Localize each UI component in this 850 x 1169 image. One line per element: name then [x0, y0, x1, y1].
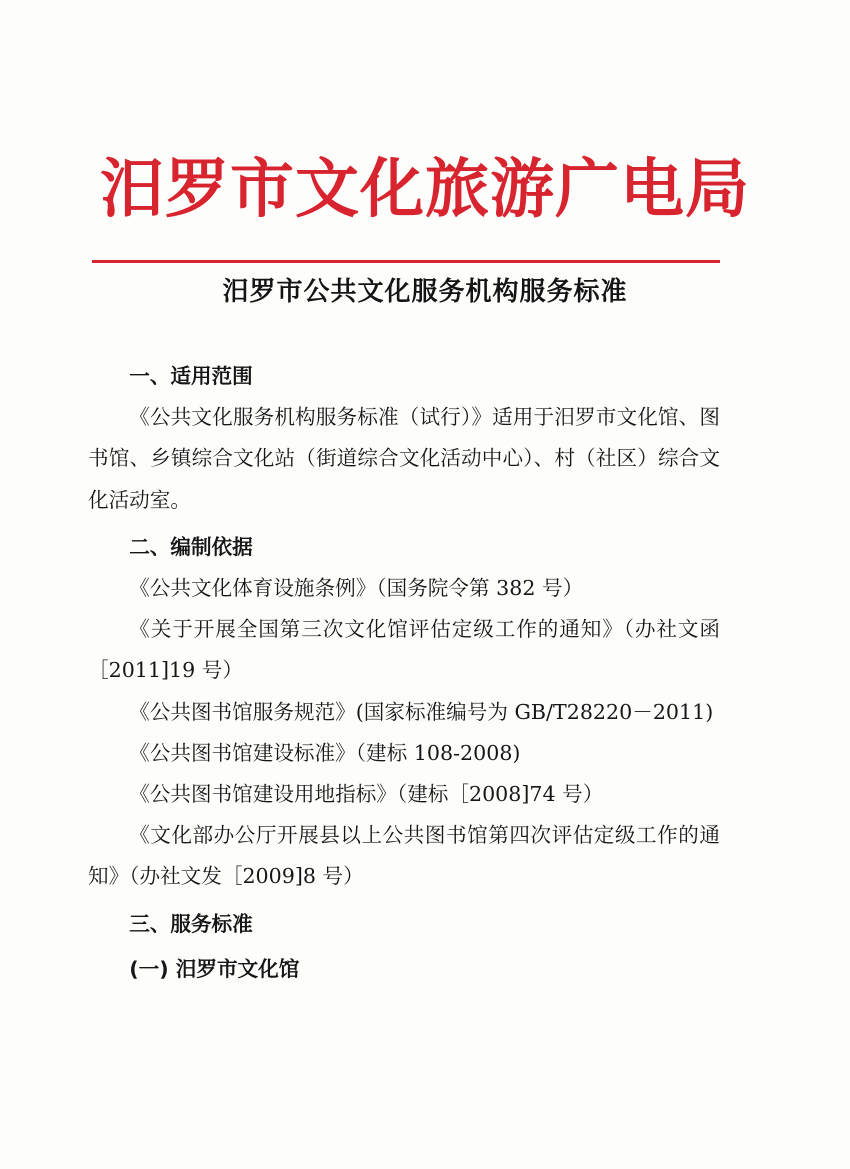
basis-item: 《文化部办公厅开展县以上公共图书馆第四次评估定级工作的通知》（办社文发［2009]8 号）	[88, 823, 720, 889]
scope-paragraph: 《公共文化服务机构服务标准（试行）》适用于汨罗市文化馆、图书馆、乡镇综合文化站（街道综合文化活动中心）、村（社区）综合文化活动室。	[88, 405, 720, 512]
subsection-heading-cultural-center: (一) 汨罗市文化馆	[129, 956, 300, 981]
basis-item: 《公共图书馆服务规范》(国家标准编号为 GB/T28220－2011)	[129, 699, 714, 724]
section-heading-standards: 三、服务标准	[129, 911, 253, 936]
issuing-authority-header: 汨罗市文化旅游广电局	[100, 152, 750, 227]
basis-item: 《公共文化体育设施条例》（国务院令第 382 号）	[129, 576, 584, 601]
basis-item: 《关于开展全国第三次文化馆评估定级工作的通知》（办社文函［2011]19 号）	[88, 617, 720, 683]
basis-item: 《公共图书馆建设用地指标》（建标［2008]74 号）	[129, 782, 604, 807]
basis-item: 《公共图书馆建设标准》（建标 108-2008)	[129, 740, 521, 765]
document-body	[88, 356, 720, 990]
document-title: 汨罗市公共文化服务机构服务标准	[222, 277, 628, 307]
red-header-rule	[92, 260, 720, 263]
section-heading-basis: 二、编制依据	[129, 534, 253, 559]
section-heading-scope: 一、适用范围	[129, 364, 253, 388]
